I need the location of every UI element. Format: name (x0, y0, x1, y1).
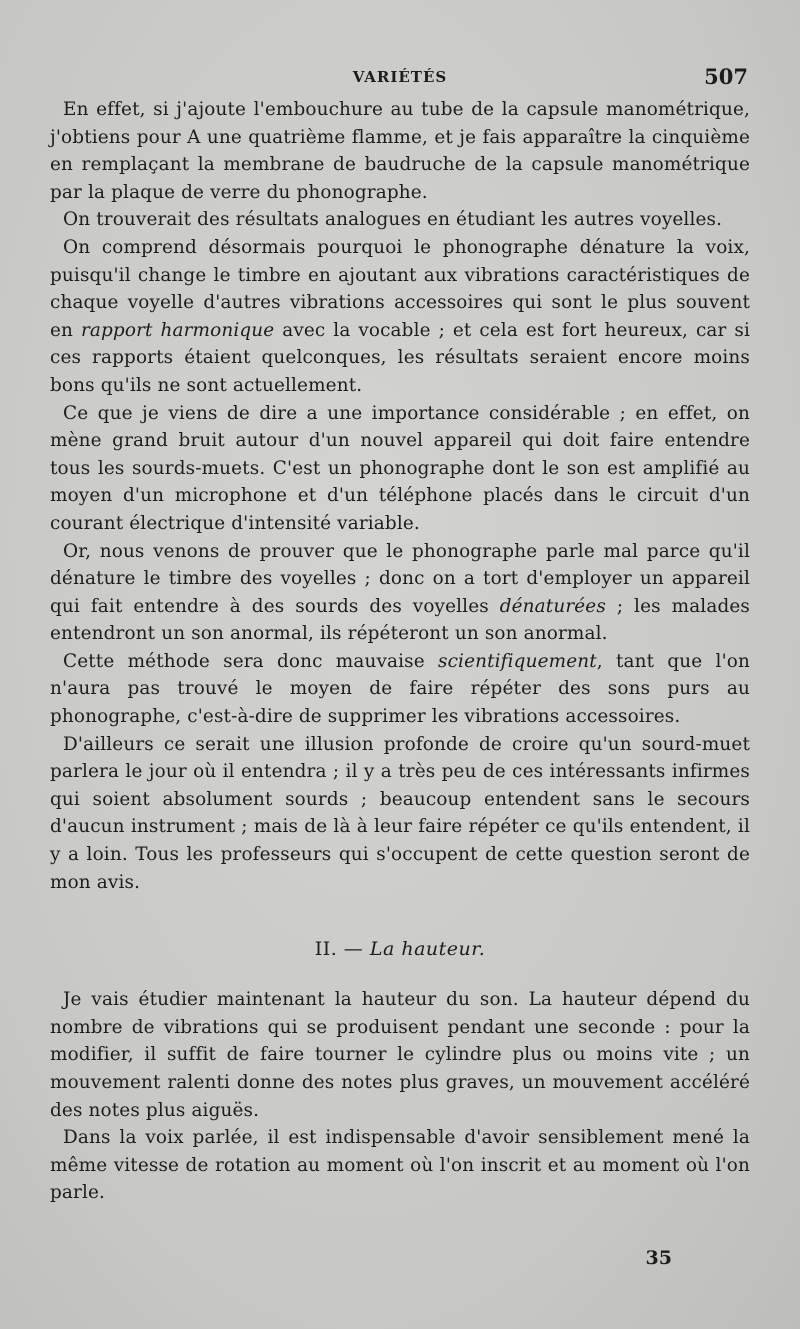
italic-phrase: scientifiquement (438, 650, 597, 672)
paragraph-4 (50, 400, 750, 538)
running-title: VARIÉTÉS (352, 68, 448, 86)
italic-phrase: dénaturées (499, 595, 606, 617)
page-number: 507 (704, 64, 748, 89)
paragraph-2 (50, 206, 750, 234)
paragraph-7 (50, 731, 750, 897)
section-heading (50, 938, 750, 960)
section-number: II. — (314, 938, 370, 961)
paragraph-5 (50, 538, 750, 648)
paragraph-text: On comprend désormais pourquoi le phonographe dénature la voix, puisqu'il change le timbre en ajoutant aux vibrations caractéristiques de chaque voyelle d'autres vibrations accessoires qui sont le plus souvent en (50, 236, 750, 341)
paragraph-text: Dans la voix parlée, il est indispensable d'avoir sensiblement mené la même vitesse de rotation au moment où l'on inscrit et au moment où l'on parle. (50, 1127, 750, 1204)
paragraph-text: En effet, si j'ajoute l'embouchure au tube de la capsule manométrique, j'obtiens pour A une quatrième flamme, et je fais apparaître la cinquième en remplaçant la membrane de baudruche de la capsule manométrique par la plaque de verre du phonographe. (50, 99, 750, 203)
paragraph-3 (50, 234, 750, 400)
paragraph-1 (50, 96, 750, 206)
paragraph-8 (50, 986, 750, 1124)
signature-mark: 35 (645, 1247, 672, 1269)
running-head (50, 64, 750, 96)
paragraph-6 (50, 648, 750, 731)
paragraph-text: Cette méthode sera donc mauvaise (63, 650, 439, 672)
paragraph-text: , tant que l'on n'aura pas trouvé le moyen de faire répéter des sons purs au phonographe, c'est-à-dire de supprimer les vibrations accessoires. (50, 650, 750, 728)
italic-phrase: rapport harmonique (80, 319, 275, 341)
body-text (50, 96, 750, 896)
paragraph-text: D'ailleurs ce serait une illusion profonde de croire qu'un sourd-muet parlera le jour où il entendra ; il y a très peu de ces intéressants infirmes qui soient absolument sourds ; beaucoup entendent sans le secours d'aucun instrument ; mais de là à leur faire répéter ce qu'ils entendent, il y a loin. Tous les professeurs qui s'occupent de cette question seront de mon avis. (50, 733, 750, 893)
section-body (50, 986, 750, 1207)
paragraph-text: Or, nous venons de prouver que le phonographe parle mal parce qu'il dénature le timbre des voyelles ; donc on a tort d'employer un appareil qui fait entendre à des sourds des voyelles (50, 540, 750, 617)
paragraph-text: Ce que je viens de dire a une importance considérable ; en effet, on mène grand bruit autour d'un nouvel appareil qui doit faire entendre tous les sourds-muets. C'est un phonographe dont le son est amplifié au moyen d'un microphone et d'un téléphone placés dans le circuit d'un courant électrique d'intensité variable. (50, 402, 750, 534)
paragraph-9 (50, 1124, 750, 1207)
paragraph-text: ; les malades entendront un son anormal, ils répéteront un son anormal. (50, 595, 750, 645)
paragraph-text: Je vais étudier maintenant la hauteur du son. La hauteur dépend du nombre de vibrations qui se produisent pendant une seconde : pour la modifier, il suffit de faire tourner le cylindre plus ou moins vite ; un mouvement ralenti donne des notes plus graves, un mouvement accéléré des notes plus aiguës. (50, 989, 750, 1121)
section-title: La hauteur. (369, 938, 486, 961)
paragraph-text: avec la vocable ; et cela est fort heureux, car si ces rapports étaient quelconques, les résultats seraient encore moins bons qu'ils ne sont actuellement. (50, 319, 750, 396)
paragraph-text: On trouverait des résultats analogues en étudiant les autres voyelles. (63, 209, 723, 231)
